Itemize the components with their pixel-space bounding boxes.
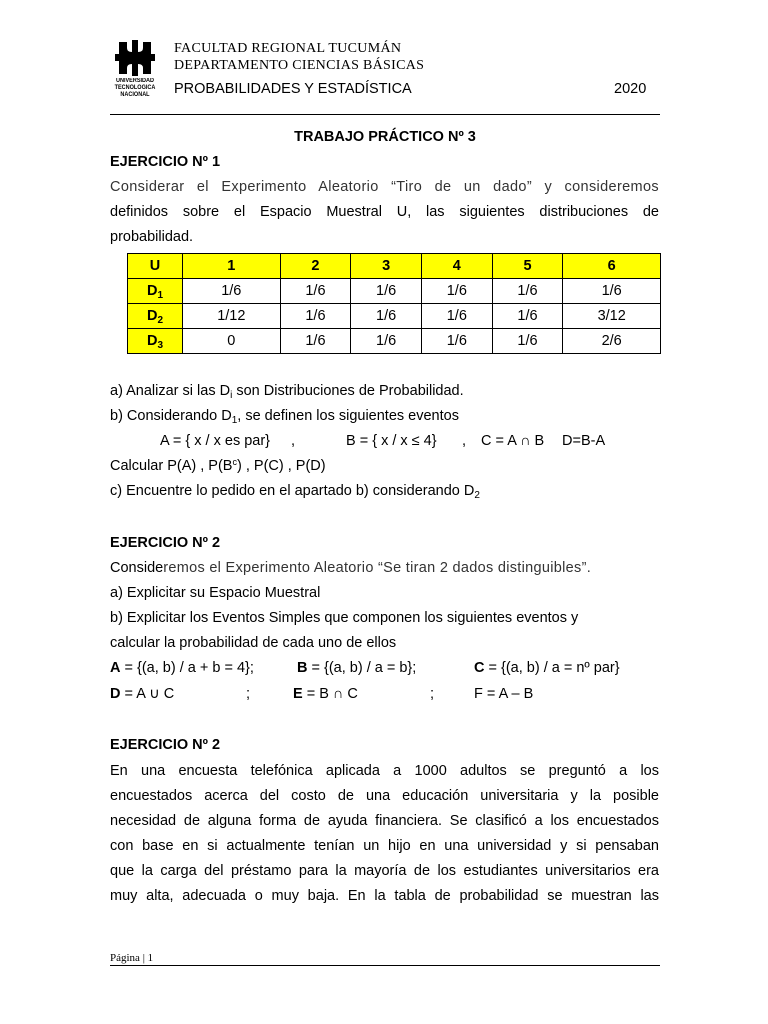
- exercise-3-text-line: con base en si actualmente tenían un hijo en una universidad y si pensaban: [110, 838, 659, 854]
- table-cell: 1/6: [421, 329, 492, 354]
- faculty-name: FACULTAD REGIONAL TUCUMÁN: [174, 41, 402, 56]
- event-a-set: A = {(a, b) / a + b = 4};: [110, 660, 254, 676]
- exercise-1-part-c: c) Encuentre lo pedido en el apartado b) considerando $D_2$: [110, 483, 480, 501]
- exercise-1-intro-line: definidos sobre el Espacio Muestral U, las siguientes distribuciones de: [110, 204, 659, 220]
- table-cell: 1/6: [280, 304, 351, 329]
- subject-name: PROBABILIDADES Y ESTADÍSTICA: [174, 81, 412, 97]
- event-b-set: B = {(a, b) / a = b};: [297, 660, 417, 676]
- exercise-2-intro: Consideremos el Experimento Aleatorio “Se tiran 2 dados distinguibles”.: [110, 560, 592, 576]
- exercise-3-text-line: necesidad de alguna forma de ayuda financiera. Se clasificó a los encuestados: [110, 813, 659, 829]
- exercise-1-calc: Calcular P(A) , $P(B^c)$ , P(C) , P(D): [110, 457, 326, 474]
- row-label: $D_3$: [128, 329, 183, 354]
- logo-text-line: UNIVERSIDAD: [115, 78, 155, 84]
- page-title: TRABAJO PRÁCTICO Nº 3: [294, 129, 476, 145]
- department-name: DEPARTAMENTO CIENCIAS BÁSICAS: [174, 58, 425, 73]
- footer-rule: [110, 965, 660, 966]
- event-c-set: C = {(a, b) / a = nº par}: [474, 660, 620, 676]
- table-header-cell: 5: [492, 254, 563, 279]
- event-separator: ;: [430, 686, 435, 702]
- table-header-cell: 6: [563, 254, 661, 279]
- table-row: [128, 279, 661, 304]
- table-cell: 1/6: [492, 329, 563, 354]
- header-rule: [110, 114, 660, 115]
- event-a-def: A = { x / x es par}: [160, 433, 271, 449]
- distribution-table: [127, 253, 661, 354]
- table-cell: 1/6: [492, 304, 563, 329]
- event-e-set: E = B ∩ C: [293, 686, 358, 702]
- table-cell: 1/6: [280, 279, 351, 304]
- event-c-def: C = A ∩ B: [481, 433, 545, 449]
- exercise-2-part-b-cont: calcular la probabilidad de cada uno de ellos: [110, 635, 397, 651]
- table-cell: 1/6: [563, 279, 661, 304]
- table-header-cell: 2: [280, 254, 351, 279]
- exercise-3-text-line: encuestados acerca del costo de una educación universitaria y la posible: [110, 788, 659, 804]
- utn-emblem-icon: [115, 40, 155, 76]
- table-cell: 1/6: [351, 304, 422, 329]
- logo-text-line: TECNOLOGICA: [114, 85, 156, 91]
- table-cell: 3/12: [563, 304, 661, 329]
- row-label: $D_1$: [128, 279, 183, 304]
- exercise-2-heading: EJERCICIO Nº 2: [110, 535, 221, 551]
- table-header-cell: 3: [351, 254, 422, 279]
- table-cell: 1/6: [351, 329, 422, 354]
- table-row: [128, 329, 661, 354]
- logo-text-line: NACIONAL: [120, 92, 150, 98]
- table-header-cell: 4: [421, 254, 492, 279]
- exercise-1-intro-line: probabilidad.: [110, 229, 194, 245]
- exercise-2-part-b: b) Explicitar los Eventos Simples que componen los siguientes eventos y: [110, 610, 579, 626]
- event-f-set: F = A – B: [474, 686, 534, 702]
- page-number: Página | 1: [110, 952, 154, 964]
- table-cell: 1/6: [421, 279, 492, 304]
- exercise-2-part-a: a) Explicitar su Espacio Muestral: [110, 585, 321, 601]
- exercise-3-heading: EJERCICIO Nº 2: [110, 737, 221, 753]
- event-separator: ,: [462, 433, 467, 449]
- table-row: [128, 304, 661, 329]
- table-header-cell: 1: [183, 254, 281, 279]
- year: 2020: [614, 81, 647, 97]
- exercise-1-intro-line: Considerar el Experimento Aleatorio “Tiro de un dado” y consideremos: [110, 179, 659, 195]
- table-cell: 1/6: [183, 279, 281, 304]
- table-cell: 2/6: [563, 329, 661, 354]
- exercise-1-part-b: b) Considerando $D_1$, se definen los siguientes eventos: [110, 408, 459, 426]
- row-label: $D_2$: [128, 304, 183, 329]
- event-separator: ,: [291, 433, 296, 449]
- table-cell: 1/6: [351, 279, 422, 304]
- table-cell: 1/12: [183, 304, 281, 329]
- table-header-cell: U: [128, 254, 183, 279]
- event-d-def: D=B-A: [562, 433, 606, 449]
- utn-logo: [110, 40, 160, 99]
- exercise-1-heading: EJERCICIO Nº 1: [110, 154, 221, 170]
- table-cell: 0: [183, 329, 281, 354]
- event-b-def: B = { x / x ≤ 4}: [346, 433, 437, 449]
- table-header-row: [128, 254, 661, 279]
- exercise-3-text-line: En una encuesta telefónica aplicada a 1000 adultos se preguntó a los: [110, 763, 659, 779]
- event-separator: ;: [246, 686, 251, 702]
- table-cell: 1/6: [421, 304, 492, 329]
- table-cell: 1/6: [492, 279, 563, 304]
- exercise-1-part-a: a) Analizar si las $D_i$ son Distribuciones de Probabilidad.: [110, 383, 464, 401]
- table-cell: 1/6: [280, 329, 351, 354]
- exercise-3-text-line: que la carga del préstamo para la mayoría de los estudiantes universitarios era: [110, 863, 659, 879]
- event-d-set: D = A ∪ C: [110, 686, 175, 702]
- exercise-3-text-line: muy alta, adecuada o muy baja. En la tabla de probabilidad se muestran las: [110, 888, 659, 904]
